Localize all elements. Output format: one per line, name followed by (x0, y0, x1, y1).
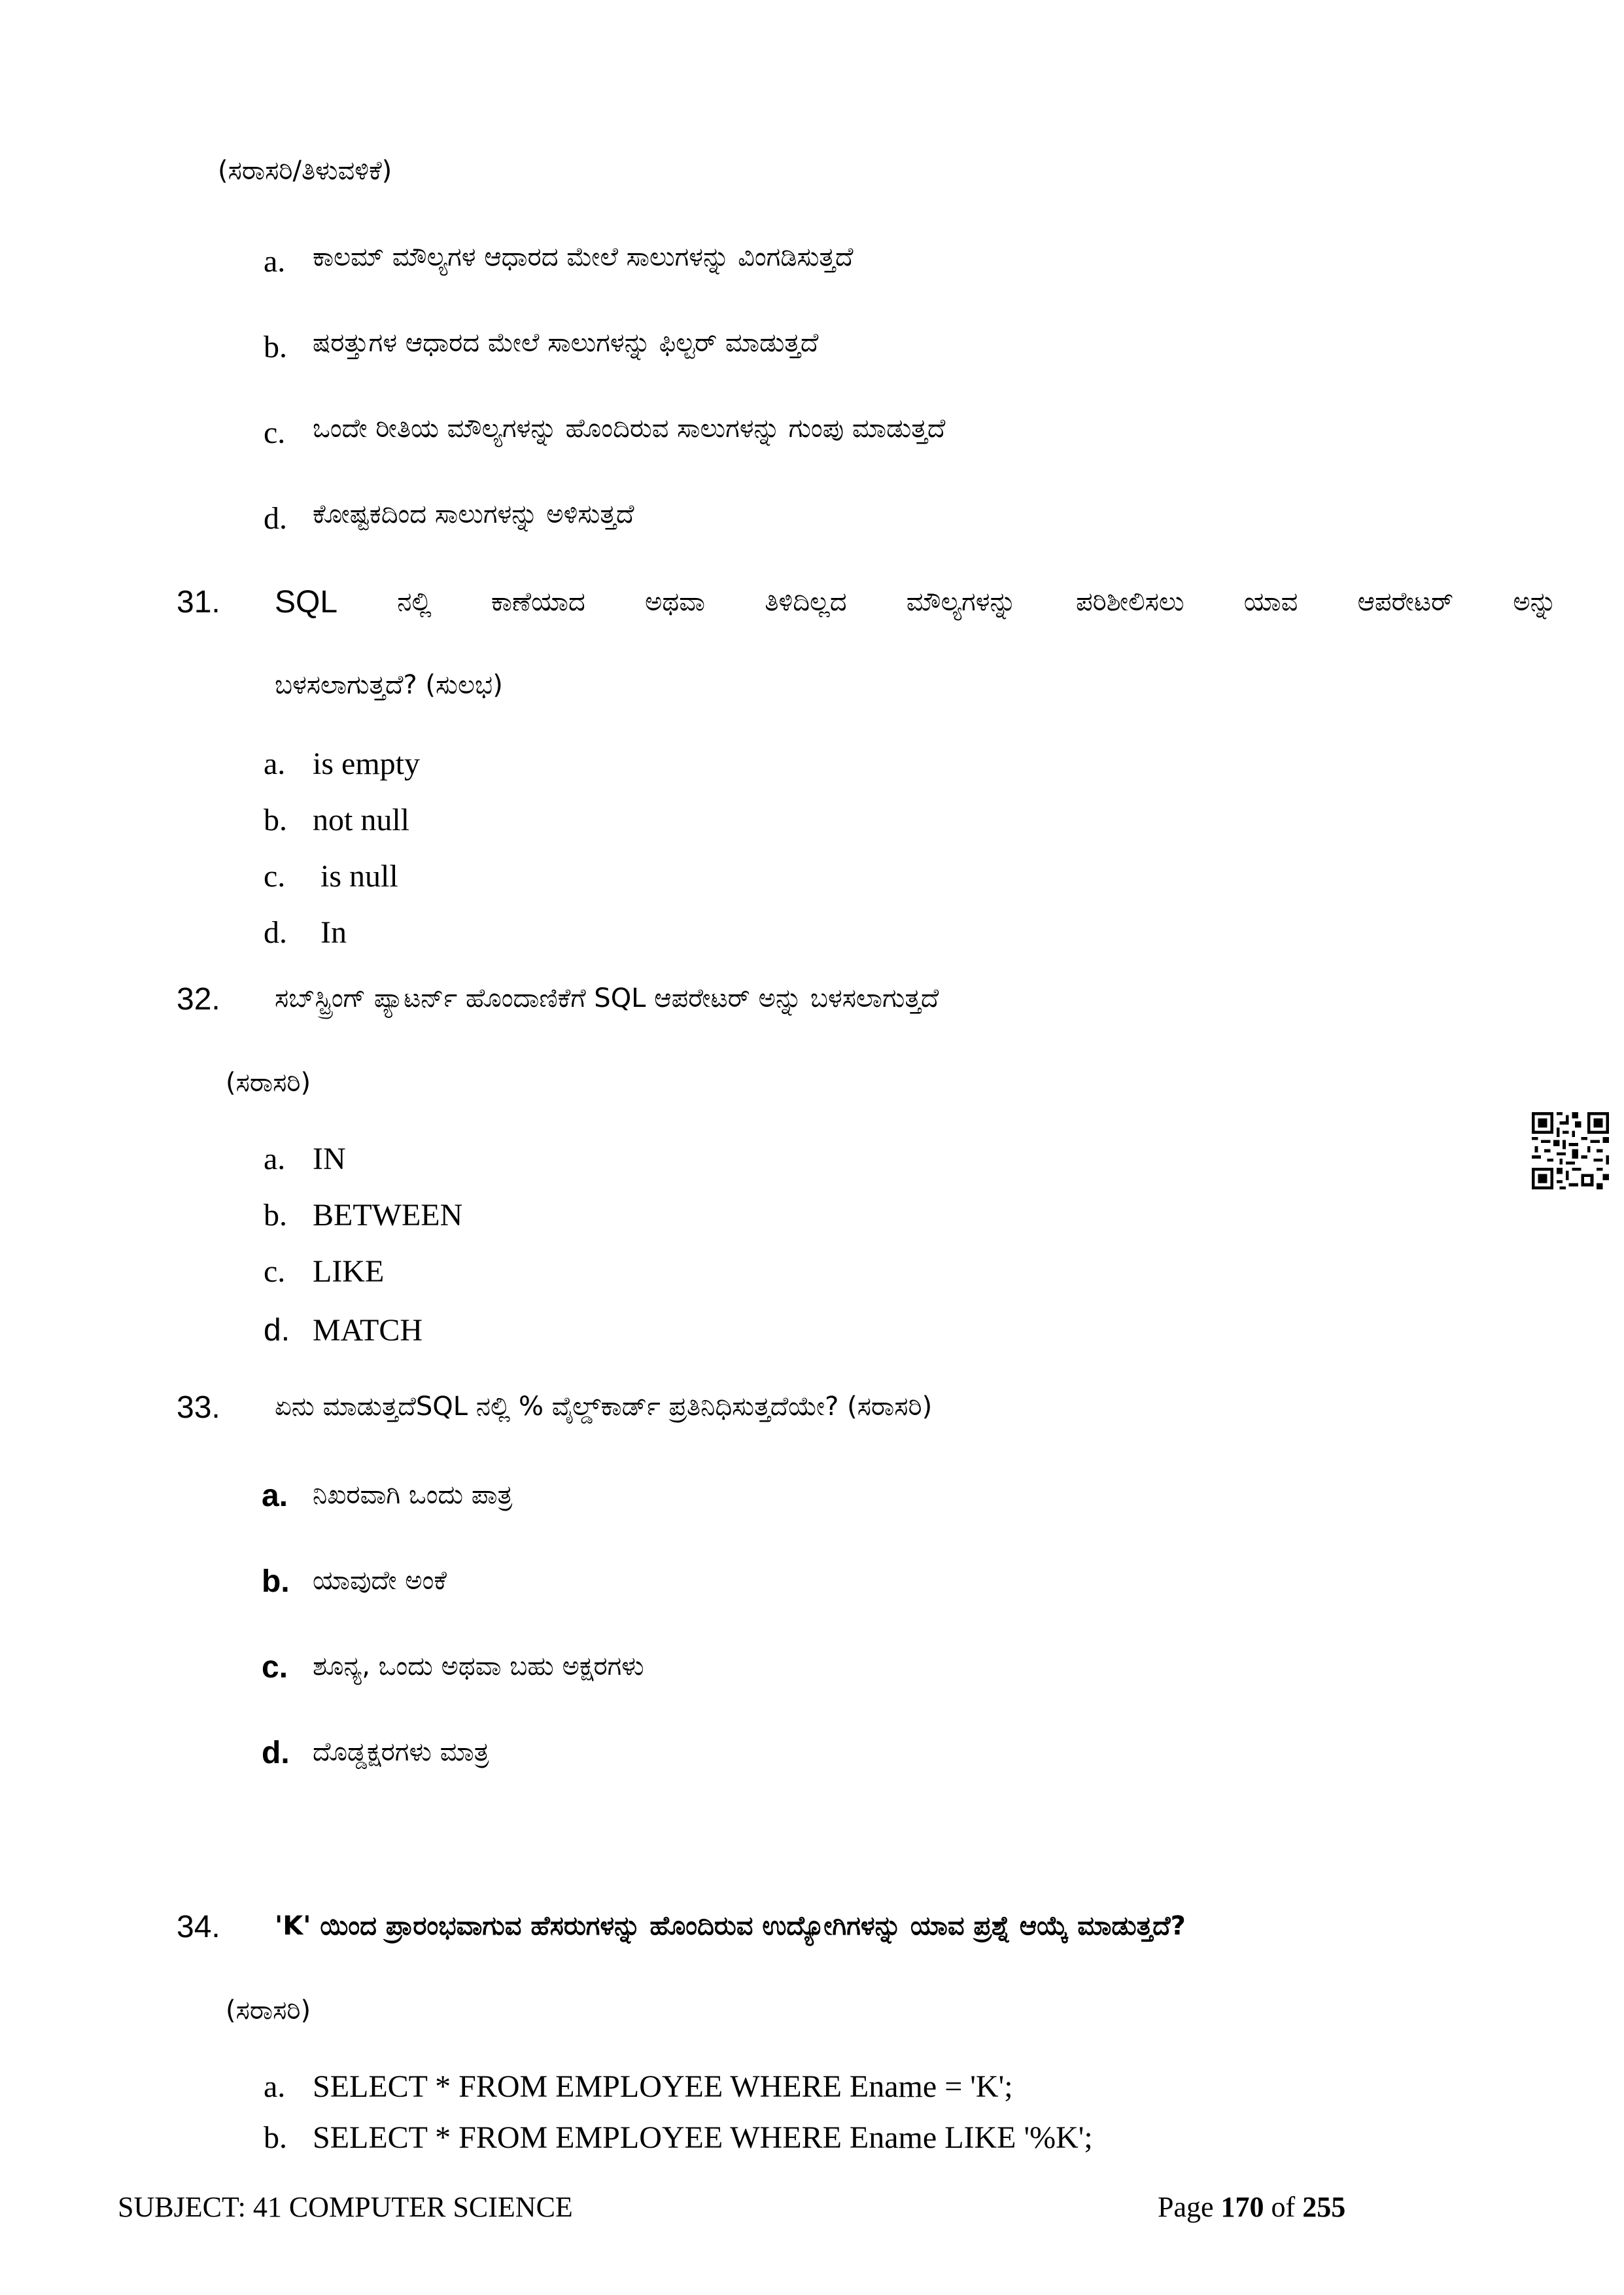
q31-number: 31. (177, 585, 220, 620)
q33-option-b-letter: b. (262, 1564, 290, 1599)
q31-option-a-text: is empty (313, 746, 420, 781)
q31-question-line2: ಬಳಸಲಾಗುತ್ತದೆ? (ಸುಲಭ) (275, 670, 503, 700)
q31-word: ಪರಿಶೀಲಿಸಲು (1075, 587, 1184, 617)
q34-option-b-text: SELECT * FROM EMPLOYEE WHERE Ename LIKE '%K'; (313, 2120, 1093, 2155)
q34-question: 'K' ಯಿಂದ ಪ್ರಾರಂಭವಾಗುವ ಹೆಸರುಗಳನ್ನು ಹೊಂದಿರುವ ಉದ್ಯೋಗಿಗಳನ್ನು ಯಾವ ಪ್ರಶ್ನೆ ಆಯ್ಕೆ ಮಾಡುತ್ತದೆ? (275, 1911, 1186, 1941)
q30-difficulty: (ಸರಾಸರಿ/ತಿಳುವಳಿಕೆ) (218, 156, 392, 186)
q30-option-b-letter: b. (264, 330, 287, 364)
q32-number: 32. (177, 982, 220, 1017)
page-total: 255 (1302, 2191, 1346, 2223)
q31-option-b-letter: b. (264, 803, 287, 837)
q31-option-d-text: In (313, 915, 347, 950)
q31-option-d-letter: d. (264, 915, 287, 950)
q31-word: SQL (275, 585, 338, 620)
q33-option-a-text: ನಿಖರವಾಗಿ ಒಂದು ಪಾತ್ರ (313, 1480, 513, 1510)
q33-option-d-letter: d. (262, 1736, 290, 1770)
q34-difficulty: (ಸರಾಸರಿ) (226, 1995, 311, 2025)
q33-option-d-text: ದೊಡ್ಡಕ್ಷರಗಳು ಮಾತ್ರ (313, 1737, 489, 1767)
q31-word: ನಲ್ಲಿ (397, 587, 432, 617)
q31-word: ಯಾವ (1243, 587, 1298, 617)
q33-option-b-text: ಯಾವುದೇ ಅಂಕೆ (313, 1566, 447, 1596)
q32-option-c-letter: c. (264, 1254, 286, 1289)
q30-option-d-text: ಕೋಷ್ಟಕದಿಂದ ಸಾಲುಗಳನ್ನು ಅಳಿಸುತ್ತದೆ (313, 499, 634, 529)
q32-option-c-text: LIKE (313, 1254, 385, 1289)
q34-option-a-letter: a. (264, 2069, 286, 2104)
q33-option-c-text: ಶೂನ್ಯ, ಒಂದು ಅಥವಾ ಬಹು ಅಕ್ಷರಗಳು (313, 1651, 644, 1681)
q34-option-a-text: SELECT * FROM EMPLOYEE WHERE Ename = 'K'; (313, 2069, 1013, 2104)
q30-option-a-letter: a. (264, 244, 286, 279)
q31-word: ತಿಳಿದಿಲ್ಲದ (765, 587, 847, 617)
q32-option-b-letter: b. (264, 1198, 287, 1233)
q31-option-a-letter: a. (264, 746, 286, 781)
q31-word: ಅನ್ನು (1513, 587, 1557, 617)
q32-option-a-text: IN (313, 1142, 346, 1176)
q32-question: ಸಬ್‌ಸ್ಟ್ರಿಂಗ್ ಪ್ಯಾಟರ್ನ್ ಹೊಂದಾಣಿಕೆಗೆ SQL ಆಪರೇಟರ್ ಅನ್ನು ಬಳಸಲಾಗುತ್ತದೆ (275, 983, 939, 1013)
q33-option-a-letter: a. (262, 1479, 288, 1513)
q32-option-b-text: BETWEEN (313, 1198, 463, 1233)
q33-number: 33. (177, 1390, 220, 1425)
page-current: 170 (1220, 2191, 1264, 2223)
q30-option-c-text: ಒಂದೇ ರೀತಿಯ ಮೌಲ್ಯಗಳನ್ನು ಹೊಂದಿರುವ ಸಾಲುಗಳನ್ನು ಗುಂಪು ಮಾಡುತ್ತದೆ (313, 413, 946, 444)
q31-option-c-text: is null (313, 859, 398, 894)
q31-word: ಆಪರೇಟರ್ (1357, 587, 1454, 617)
q31-word: ಮೌಲ್ಯಗಳನ್ನು (906, 587, 1016, 617)
q32-difficulty: (ಸರಾಸರಿ) (226, 1068, 311, 1098)
q32-option-a-letter: a. (264, 1142, 286, 1176)
q32-option-d-text: MATCH (313, 1313, 423, 1348)
footer-subject: SUBJECT: 41 COMPUTER SCIENCE (118, 2191, 573, 2223)
q30-option-b-text: ಷರತ್ತುಗಳ ಆಧಾರದ ಮೇಲೆ ಸಾಲುಗಳನ್ನು ಫಿಲ್ಟರ್ ಮಾಡುತ್ತದೆ (313, 328, 819, 358)
q34-option-b-letter: b. (264, 2120, 287, 2155)
q31-word: ಕಾಣೆಯಾದ (491, 587, 585, 617)
page-prefix: Page (1158, 2191, 1221, 2223)
q31-word: ಅಥವಾ (645, 587, 706, 617)
q33-option-c-letter: c. (262, 1650, 288, 1685)
q30-option-a-text: ಕಾಲಮ್ ಮೌಲ್ಯಗಳ ಆಧಾರದ ಮೇಲೆ ಸಾಲುಗಳನ್ನು ವಿಂಗಡಿಸುತ್ತದೆ (313, 242, 854, 272)
qr-code-icon (1532, 1112, 1609, 1189)
footer-page-number (1158, 2190, 1345, 2224)
q32-option-d-letter: d. (264, 1313, 290, 1348)
q31-question-line1 (275, 584, 1557, 620)
q30-option-c-letter: c. (264, 415, 286, 450)
q31-option-b-text: not null (313, 803, 410, 837)
q31-option-c-letter: c. (264, 859, 286, 894)
q34-number: 34. (177, 1910, 220, 1944)
q30-option-d-letter: d. (264, 501, 287, 536)
q33-question: ಏನು ಮಾಡುತ್ತದೆSQL ನಲ್ಲಿ % ವೈಲ್ಡ್‌ಕಾರ್ಡ್ ಪ್ರತಿನಿಧಿಸುತ್ತದೆಯೇ? (ಸರಾಸರಿ) (275, 1392, 933, 1422)
page-of: of (1264, 2191, 1303, 2223)
